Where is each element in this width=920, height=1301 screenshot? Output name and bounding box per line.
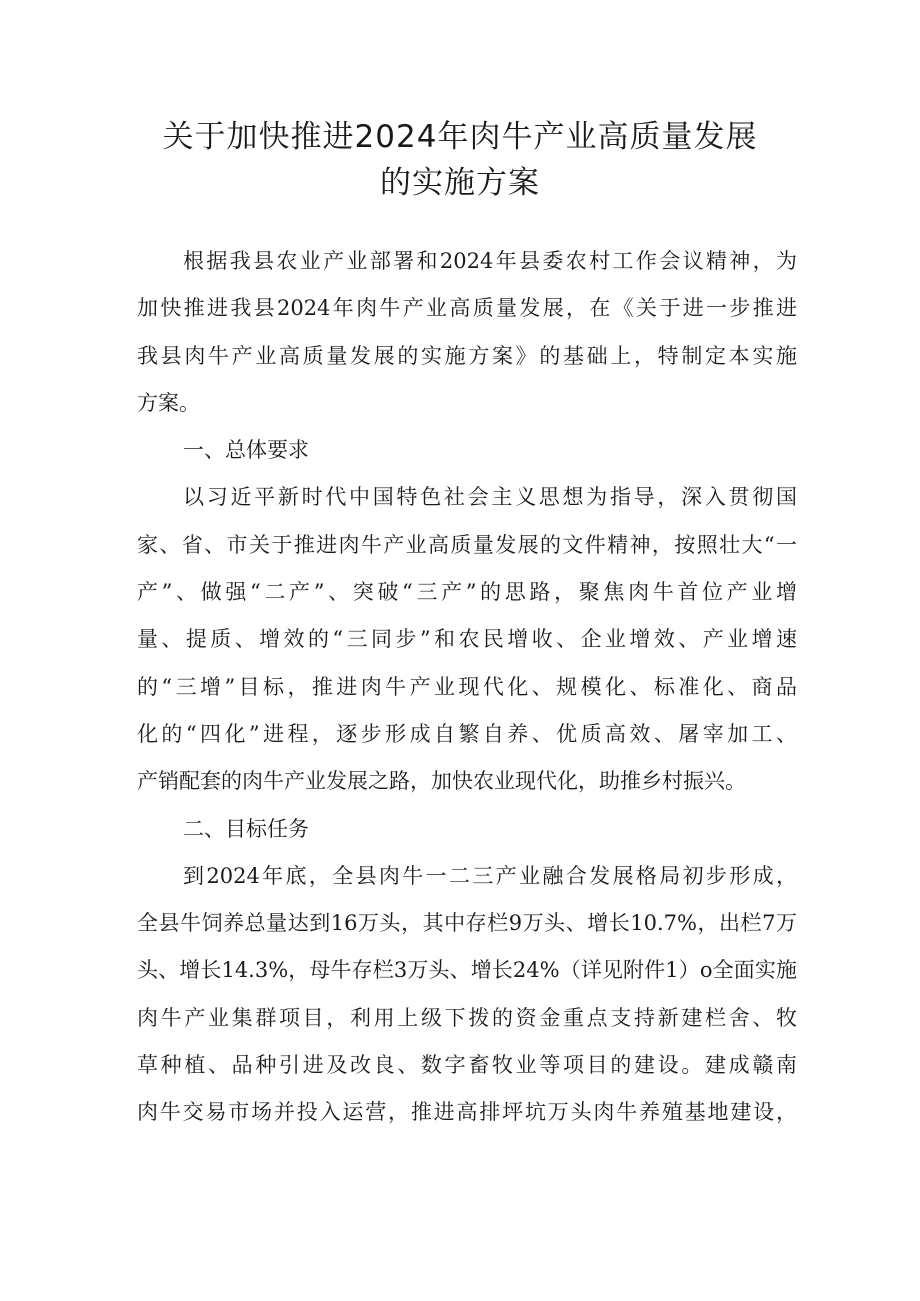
section-heading-general-requirements (137, 427, 797, 474)
paragraph-line: 以习近平新时代中国特色社会主义思想为指导，深入贯彻国 (183, 485, 797, 510)
paragraph-line: 到2024年底，全县肉牛一二三产业融合发展格局初步形成， (183, 863, 797, 888)
paragraph-line: 量、提质、增效的“三同步”和农民增收、企业增效、产业增速 (137, 627, 797, 652)
document-title-line-2: 的实施方案 (380, 165, 540, 201)
paragraph-line: 草种植、品种引进及改良、数字畜牧业等项目的建设。建成赣南 (137, 1053, 797, 1078)
paragraph-line: 产”、做强“二产”、突破“三产”的思路，聚焦肉牛首位产业增 (137, 580, 797, 605)
document-body (137, 238, 797, 1137)
section-heading-targets (137, 806, 797, 853)
paragraph-line: 产销配套的肉牛产业发展之路，加快农业现代化，助推乡村振兴。 (137, 769, 746, 794)
paragraph-line: 我县肉牛产业高质量发展的实施方案》的基础上，特制定本实施 (137, 343, 797, 368)
paragraph-line: 头、增长14.3%，母牛存栏3万头、增长24%（详见附件1）o全面实施 (137, 958, 797, 983)
paragraph-line: 化的“四化”进程，逐步形成自繁自养、优质高效、屠宰加工、 (137, 721, 797, 746)
document-title-line-1: 关于加快推进2024年肉牛产业高质量发展 (162, 119, 758, 155)
paragraph-line: 肉牛产业集群项目，利用上级下拨的资金重点支持新建栏舍、牧 (137, 1005, 797, 1030)
paragraph-line: 方案。 (137, 390, 200, 415)
paragraph-general-requirements (137, 474, 797, 805)
paragraph-intro (137, 238, 797, 427)
section-heading: 二、目标任务 (183, 816, 309, 841)
paragraph-line: 全县牛饲养总量达到16万头，其中存栏9万头、增长10.7%，出栏7万 (137, 911, 797, 936)
paragraph-line: 根据我县农业产业部署和2024年县委农村工作会议精神，为 (183, 249, 797, 273)
paragraph-line: 肉牛交易市场并投入运营，推进高排坪坑万头肉牛养殖基地建设， (137, 1100, 797, 1125)
paragraph-line: 家、省、市关于推进肉牛产业高质量发展的文件精神，按照壮大“一 (137, 532, 797, 557)
paragraph-line: 的“三增”目标，推进肉牛产业现代化、规模化、标准化、商品 (137, 674, 797, 699)
paragraph-targets (137, 853, 797, 1137)
paragraph-line: 加快推进我县2024年肉牛产业高质量发展，在《关于进一步推进 (137, 296, 797, 321)
section-heading: 一、总体要求 (183, 438, 309, 463)
